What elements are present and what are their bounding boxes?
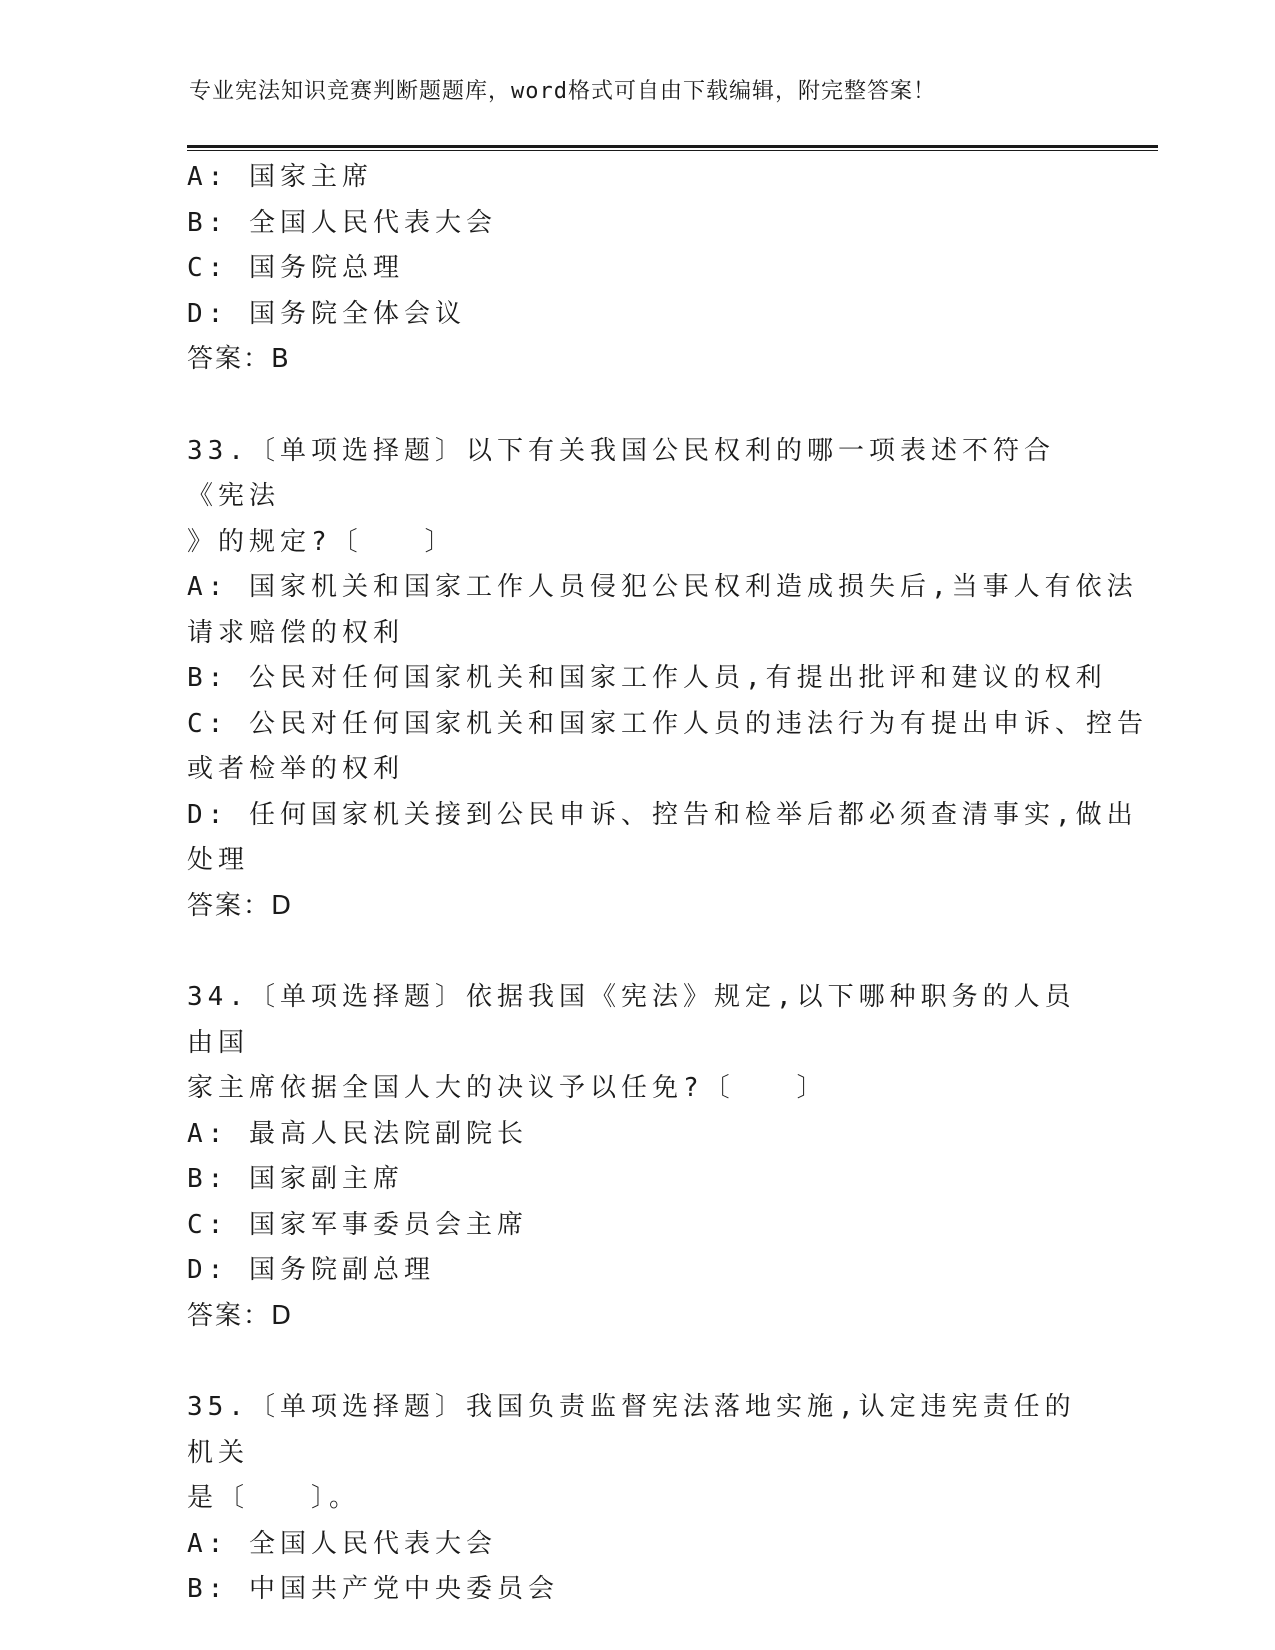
- spacer: [187, 1339, 1087, 1385]
- question-35: [187, 1385, 1087, 1613]
- question-34-stem-line-1: 34.〔单项选择题〕依据我国《宪法》规定,以下哪种职务的人员由国: [187, 982, 1076, 1058]
- option-b: B: 公民对任何国家机关和国家工作人员,有提出批评和建议的权利: [187, 663, 1107, 693]
- spacer: [187, 929, 1087, 975]
- question-33-stem-line-1: 33.〔单项选择题〕以下有关我国公民权利的哪一项表述不符合《宪法: [187, 435, 1055, 511]
- option-b: B: 中国共产党中央委员会: [187, 1574, 559, 1604]
- header-rule: [187, 145, 1158, 148]
- option-b: B: 国家副主席: [187, 1164, 404, 1194]
- option-c: C: 公民对任何国家机关和国家工作人员的违法行为有提出申诉、控告: [187, 708, 1148, 739]
- header-rule-thin: [187, 150, 1158, 151]
- option-d: D: 国务院副总理: [187, 1255, 435, 1285]
- option-c: C: 国务院总理: [187, 253, 404, 283]
- option-d: D: 国务院全体会议: [187, 298, 466, 329]
- question-content: [187, 155, 1148, 1613]
- option-c-continued: 或者检举的权利: [187, 754, 405, 784]
- question-35-stem-line-1: 35.〔单项选择题〕我国负责监督宪法落地实施,认定违宪责任的机关: [187, 1392, 1076, 1468]
- option-a: A: 最高人民法院副院长: [187, 1118, 528, 1149]
- question-32-answer: 答案：B: [187, 344, 291, 374]
- option-a-continued: 请求赔偿的权利: [187, 617, 405, 648]
- question-32-options: [187, 155, 1087, 337]
- option-a: A: 国家机关和国家工作人员侵犯公民权利造成损失后,当事人有依法: [187, 572, 1138, 602]
- question-33-answer: 答案：D: [187, 890, 294, 921]
- question-33-stem-line-2: 》的规定?〔 〕: [187, 526, 456, 557]
- question-34-stem-line-2: 家主席依据全国人大的决议予以任免?〔 〕: [187, 1073, 828, 1103]
- option-c: C: 国家军事委员会主席: [187, 1209, 528, 1240]
- option-b: B: 全国人民代表大会: [187, 207, 497, 238]
- question-34: [187, 975, 1087, 1339]
- page-header: 专业宪法知识竞赛判断题题库，word格式可自由下载编辑，附完整答案！: [189, 79, 936, 104]
- question-33: [187, 429, 1148, 930]
- option-a: A: 全国人民代表大会: [187, 1528, 497, 1559]
- spacer: [187, 383, 1087, 429]
- question-34-answer: 答案：D: [187, 1300, 294, 1331]
- option-d-continued: 处理: [187, 845, 250, 875]
- option-a: A: 国家主席: [187, 162, 373, 192]
- option-d: D: 任何国家机关接到公民申诉、控告和检举后都必须查清事实,做出: [187, 799, 1138, 830]
- question-35-stem-line-2: 是〔 〕。: [187, 1483, 361, 1513]
